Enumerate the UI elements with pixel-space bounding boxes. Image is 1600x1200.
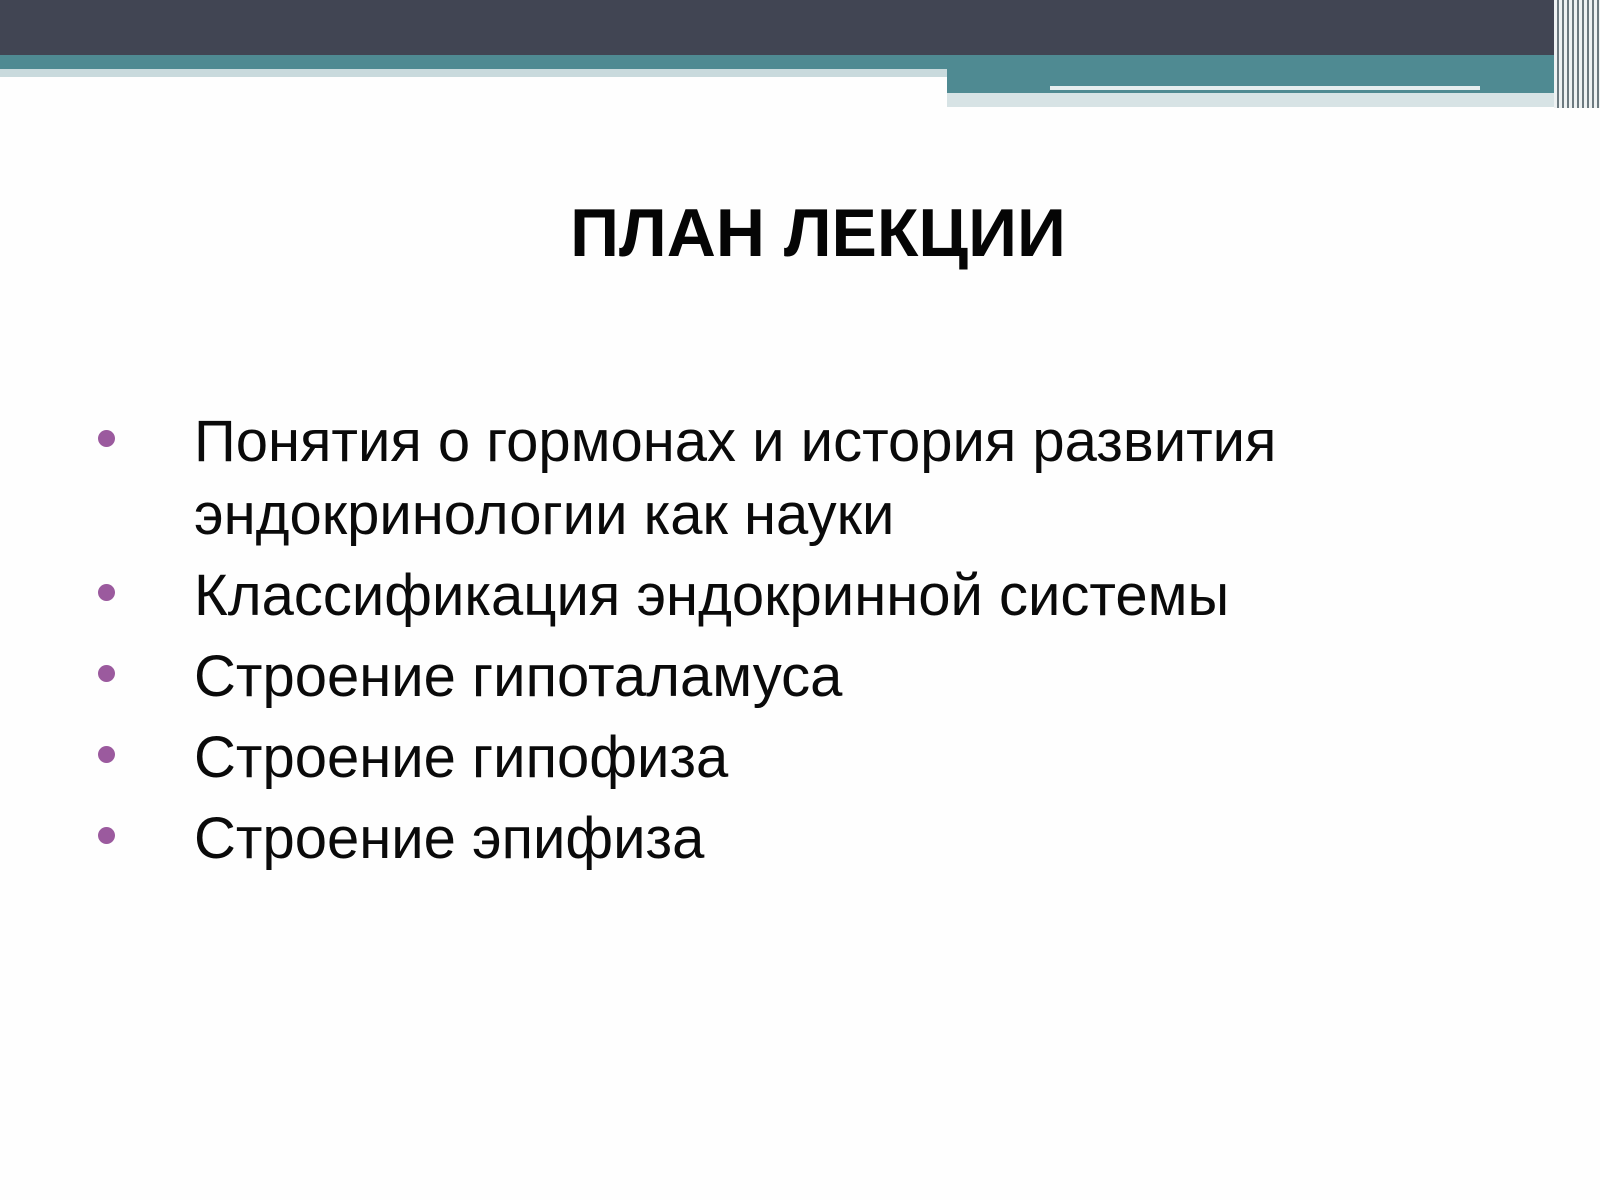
- bullet-dot-icon: [98, 746, 115, 763]
- bullet-dot-icon: [98, 584, 115, 601]
- bullet-item: [0, 802, 1600, 875]
- slide-title: ПЛАН ЛЕКЦИИ: [570, 195, 1066, 271]
- header-band-dark: [0, 0, 1600, 55]
- bullet-item: [0, 640, 1600, 713]
- bullet-list: [0, 405, 1600, 883]
- bullet-dot-icon: [98, 430, 115, 447]
- header-band-right-light: [947, 93, 1559, 107]
- bullet-item: [0, 405, 1600, 551]
- header-band-light: [0, 69, 947, 77]
- bullet-text: Строение гипоталамуса: [194, 644, 843, 709]
- bullet-item: [0, 559, 1600, 632]
- header-band-teal: [0, 55, 1600, 69]
- bullet-text: Строение гипофиза: [194, 725, 729, 790]
- bullet-text: Классификация эндокринной системы: [194, 563, 1230, 628]
- bullet-text: Строение эпифиза: [194, 806, 705, 871]
- bullet-dot-icon: [98, 827, 115, 844]
- bullet-dot-icon: [98, 665, 115, 682]
- bullet-item: [0, 721, 1600, 794]
- header-band-right-thin: [1050, 86, 1480, 90]
- header-stripes: [1554, 0, 1600, 108]
- bullet-text: Понятия о гормонах и история развития эндокринологии как науки: [194, 409, 1277, 547]
